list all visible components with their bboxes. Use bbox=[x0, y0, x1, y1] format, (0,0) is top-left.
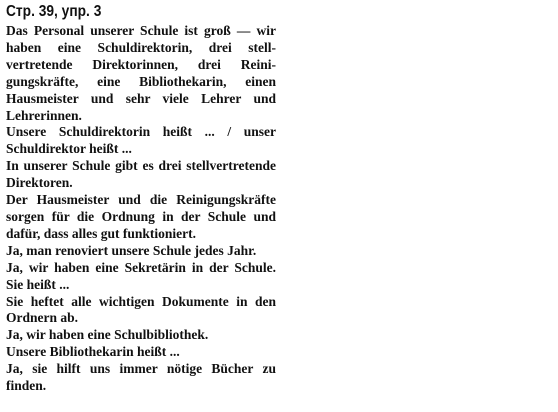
paragraph-books: Ja, sie hilft uns immer nötige Bücher zu finden. bbox=[6, 361, 276, 394]
document-page bbox=[6, 2, 276, 395]
paragraph-director: Unsere Schuldirektorin heißt ... / unser Schuldirektor heißt ... bbox=[6, 124, 276, 157]
paragraph-caretaker: Der Hausmeister und die Reinigungskräfte sorgen für die Ordnung in der Schule und dafür, dass alles gut funktioniert. bbox=[6, 192, 276, 241]
paragraph-renovation: Ja, man renoviert unsere Schule jedes Jahr. bbox=[6, 242, 257, 258]
paragraph-secretary: Ja, wir haben eine Sekretärin in der Schule. Sie heißt ... bbox=[6, 259, 276, 292]
paragraph-library: Ja, wir haben eine Schulbibliothek. bbox=[6, 327, 209, 343]
page-heading: Стр. 39, упр. 3 bbox=[6, 3, 102, 20]
paragraph-documents: Sie heftet alle wichtigen Dokumente in den Ordnern ab. bbox=[6, 293, 276, 326]
paragraph-staff: Das Personal unserer Schule ist groß — wir haben eine Schuldirektorin, drei stellvertretende Direktorinnen, drei Reinigungskräfte, eine Bibliothekarin, einen Hausmeister und sehr viele Lehrer und Lehrerinnen. bbox=[6, 23, 276, 123]
paragraph-deputies: In unserer Schule gibt es drei stellvertretende Direktoren. bbox=[6, 158, 276, 191]
paragraph-librarian: Unsere Bibliothekarin heißt ... bbox=[6, 344, 180, 360]
